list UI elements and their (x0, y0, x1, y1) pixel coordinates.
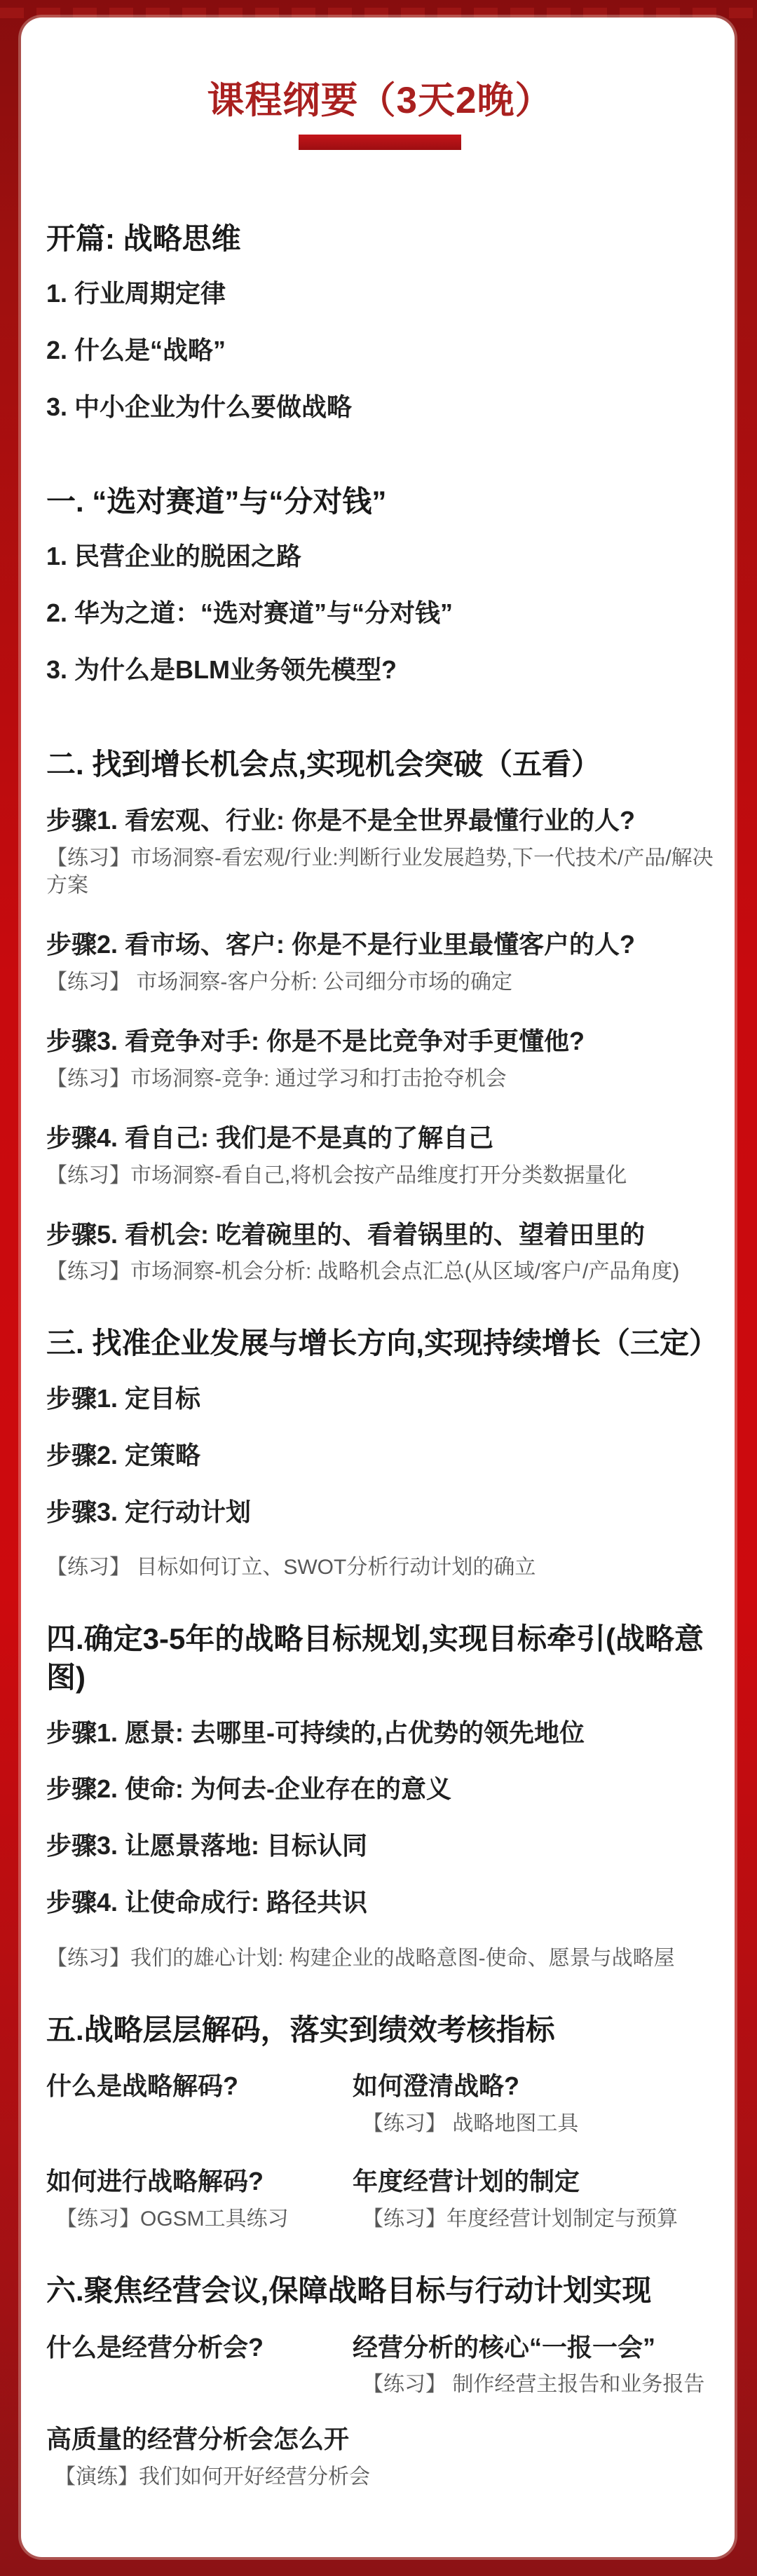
step-title: 步骤1. 定目标 (46, 1384, 201, 1413)
practice-note: 【练习】我们的雄心计划: 构建企业的战略意图-使命、愿景与战略屋 (46, 1946, 675, 1970)
two-column-grid (46, 2070, 714, 2233)
list-item: 3. 为什么是BLM业务领先模型? (46, 655, 397, 685)
grid-cell (353, 2070, 714, 2137)
step-title: 步骤3. 让愿景落地: 目标认同 (46, 1831, 368, 1861)
practice-note: 【练习】 市场洞察-客户分析: 公司细分市场的确定 (46, 971, 512, 994)
grid-cell (46, 2165, 353, 2233)
section-heading-4: 四.确定3-5年的战略目标规划,实现目标牵引(战略意图) (46, 1622, 704, 1694)
practice-note: 【练习】 目标如何订立、SWOT分析行动计划的确立 (46, 1556, 536, 1580)
grid-cell (353, 2165, 714, 2233)
grid-cell (353, 2331, 714, 2399)
title-underline-bar (299, 135, 461, 150)
practice-note: 【练习】年度经营计划制定与预算 (362, 2207, 678, 2231)
step-block (46, 929, 714, 996)
section-heading-5: 五.战略层层解码，落实到绩效考核指标 (46, 2013, 555, 2046)
practice-note: 【练习】OGSM工具练习 (56, 2207, 289, 2231)
page-title: 课程纲要（3天2晚） (207, 80, 553, 121)
step-block (46, 1219, 714, 1286)
list-item: 1. 民营企业的脱困之路 (46, 542, 302, 571)
practice-note: 【练习】市场洞察-看宏观/行业:判断行业发展趋势,下一代技术/产品/解决方案 (46, 847, 714, 898)
question-title: 如何进行战略解码? (46, 2167, 264, 2196)
grid-cell (46, 2070, 353, 2137)
practice-note: 【练习】市场洞察-看自己,将机会按产品维度打开分类数据量化 (46, 1163, 627, 1187)
card-content (21, 77, 735, 2491)
step-block (46, 804, 714, 899)
step-title: 步骤3. 看竞争对手: 你是不是比竞争对手更懂他? (46, 1027, 585, 1056)
section-heading-2: 二. 找到增长机会点,实现机会突破（五看） (46, 747, 601, 781)
question-title: 年度经营计划的制定 (353, 2167, 580, 2196)
step-title: 步骤4. 看自己: 我们是不是真的了解自己 (46, 1123, 494, 1152)
content-card (21, 18, 735, 2557)
practice-note: 【练习】 制作经营主报告和业务报告 (362, 2373, 705, 2397)
step-title: 步骤4. 让使命成行: 路径共识 (46, 1888, 368, 1917)
question-title: 什么是经营分析会? (46, 2332, 264, 2362)
step-title: 步骤5. 看机会: 吃着碗里的、看着锅里的、望着田里的 (46, 1219, 646, 1249)
list-item: 1. 行业周期定律 (46, 279, 226, 308)
section-heading-6: 六.聚焦经营会议,保障战略目标与行动计划实现 (46, 2273, 652, 2307)
step-title: 步骤2. 定策略 (46, 1440, 201, 1469)
step-title: 步骤3. 定行动计划 (46, 1497, 252, 1526)
section-heading-opening: 开篇: 战略思维 (46, 221, 241, 255)
question-title: 经营分析的核心“一报一会” (353, 2332, 656, 2362)
practice-note: 【演练】我们如何开好经营分析会 (55, 2465, 370, 2489)
question-title: 如何澄清战略? (353, 2071, 519, 2101)
list-item: 3. 中小企业为什么要做战略 (46, 392, 353, 422)
practice-note: 【练习】市场洞察-机会分析: 战略机会点汇总(从区域/客户/产品角度) (46, 1260, 680, 1284)
question-title: 什么是战略解码? (46, 2071, 238, 2101)
list-item: 2. 什么是“战略” (46, 336, 226, 365)
step-title: 步骤2. 看市场、客户: 你是不是行业里最懂客户的人? (46, 930, 636, 959)
practice-note: 【练习】 战略地图工具 (362, 2112, 579, 2136)
step-title: 步骤1. 愿景: 去哪里-可持续的,占优势的领先地位 (46, 1718, 585, 1747)
top-border-dash-pattern (0, 8, 757, 18)
practice-note: 【练习】市场洞察-竞争: 通过学习和打击抢夺机会 (46, 1067, 507, 1090)
grid-cell (46, 2331, 353, 2399)
section-heading-3: 三. 找准企业发展与增长方向,实现持续增长（三定） (46, 1327, 719, 1360)
step-title: 步骤1. 看宏观、行业: 你是不是全世界最懂行业的人? (46, 806, 636, 835)
section-heading-1: 一. “选对赛道”与“分对钱” (46, 484, 387, 518)
question-title: 高质量的经营分析会怎么开 (46, 2425, 350, 2454)
step-title: 步骤2. 使命: 为何去-企业存在的意义 (46, 1774, 452, 1804)
two-column-grid (46, 2331, 714, 2399)
step-block (46, 1025, 714, 1092)
step-block (46, 1122, 714, 1189)
list-item: 2. 华为之道：“选对赛道”与“分对钱” (46, 598, 453, 628)
